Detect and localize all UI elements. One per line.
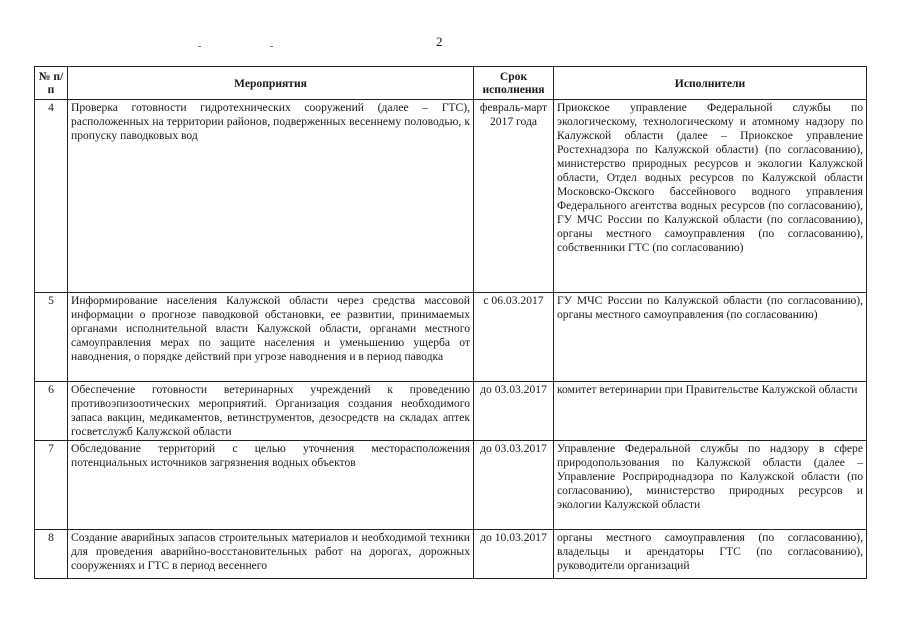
deadline-text: февраль-март 2017 года [474,100,554,293]
deadline-text: до 03.03.2017 [474,382,554,441]
measures-table [34,66,867,579]
header-executors: Исполнители [554,67,867,100]
deadline-text: с 06.03.2017 [474,293,554,382]
row-number: 7 [35,441,68,530]
measure-text: Обследование территорий с целью уточнения месторасположения потенциальных источников загрязнения водных объектов [68,441,474,530]
row-number: 8 [35,530,68,579]
table-row [35,100,867,293]
table-row [35,382,867,441]
table-row [35,441,867,530]
deadline-text: до 10.03.2017 [474,530,554,579]
executors-text: Приокское управление Федеральной службы по экологическому, технологическому и атомному надзору по Калужской области (далее – Приокское управление Ростехнадзора по Калужской области) (по согласованию), министерство природных ресурсов и экологии Калужской области, Отдел водных ресурсов по Калужской области Московско-Окского бассейнового водного управления Федерального агентства водных ресурсов (по согласованию), ГУ МЧС России по Калужской области (по согласованию), органы местного самоуправления (по согласованию), собственники ГТС (по согласованию) [554,100,867,293]
row-number: 5 [35,293,68,382]
scan-mark: - [270,41,274,52]
measure-text: Создание аварийных запасов строительных материалов и необходимой техники для проведения аварийно-восстановительных работ на дорогах, дорожных сооружениях и ГТС в период весеннего [68,530,474,579]
deadline-text: до 03.03.2017 [474,441,554,530]
executors-text: ГУ МЧС России по Калужской области (по согласованию), органы местного самоуправления (по согласованию) [554,293,867,382]
table-row [35,530,867,579]
measure-text: Проверка готовности гидротехнических сооружений (далее – ГТС), расположенных на территории районов, подверженных весеннему половодью, к пропуску паводковых вод [68,100,474,293]
row-number: 4 [35,100,68,293]
table-row [35,293,867,382]
executors-text: комитет ветеринарии при Правительстве Калужской области [554,382,867,441]
measure-text: Обеспечение готовности ветеринарных учреждений к проведению противоэпизоотических мероприятий. Организация создания необходимого запаса вакцин, медикаментов, ветинструментов, дезосредств на складах аптек госветслужб Калужской области [68,382,474,441]
page-number: 2 [436,34,443,49]
header-measures: Мероприятия [68,67,474,100]
table-header-row [35,67,867,100]
header-num: № п/п [35,67,68,100]
scan-mark: - [198,41,202,52]
executors-text: Управление Федеральной службы по надзору в сфере природопользования по Калужской области (далее – Управление Росприроднадзора по Калужской области (по согласованию), министерство природных ресурсов и экологии Калужской области [554,441,867,530]
measure-text: Информирование населения Калужской области через средства массовой информации о прогнозе паводковой обстановки, ее развитии, принимаемых органами исполнительной власти Калужской области, органами местного самоуправления мерах по защите населения и уменьшению ущерба от наводнения, о порядке действий при угрозе наводнения и в период паводка [68,293,474,382]
header-deadline: Срок исполнения [474,67,554,100]
executors-text: органы местного самоуправления (по согласованию), владельцы и арендаторы ГТС (по согласованию), руководители организаций [554,530,867,579]
row-number: 6 [35,382,68,441]
